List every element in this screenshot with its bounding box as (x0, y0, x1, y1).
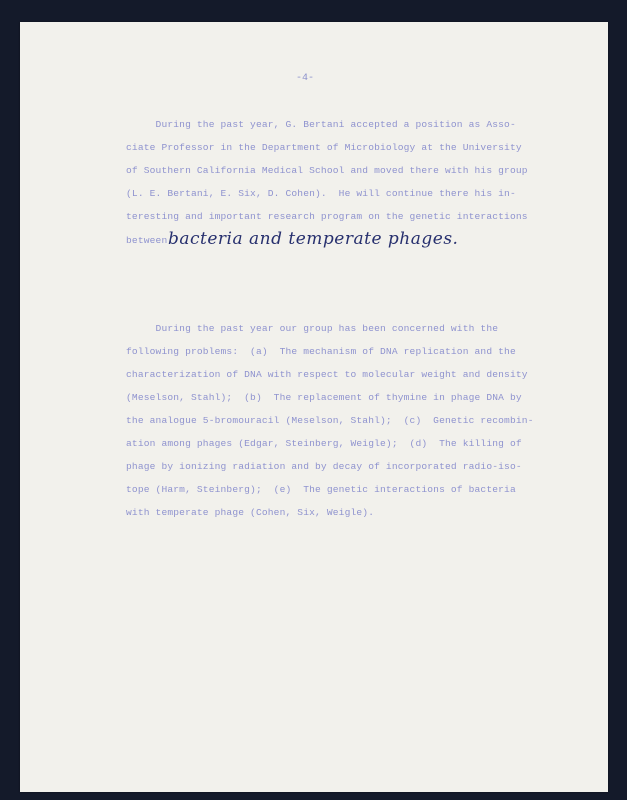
paragraph-line: During the past year our group has been concerned with the (126, 323, 499, 334)
page-number: -4- (296, 73, 315, 84)
paragraph-line: ciate Professor in the Department of Microbiology at the University (126, 142, 522, 153)
paragraph-line: teresting and important research program on the genetic interactions (126, 211, 528, 222)
paragraph-line: ation among phages (Edgar, Steinberg, Weigle); (d) The killing of (126, 438, 522, 449)
paragraph-line: During the past year, G. Bertani accepted a position as Asso- (126, 119, 516, 130)
paragraph-line: with temperate phage (Cohen, Six, Weigle). (126, 507, 375, 518)
paragraph-line: tope (Harm, Steinberg); (e) The genetic interactions of bacteria (126, 484, 516, 495)
document-page (20, 22, 608, 792)
paragraph-line: (Meselson, Stahl); (b) The replacement of thymine in phage DNA by (126, 392, 522, 403)
paragraph-line: following problems: (a) The mechanism of DNA replication and the (126, 346, 516, 357)
paragraph-line: (L. E. Bertani, E. Six, D. Cohen). He will continue there his in- (126, 188, 516, 199)
handwritten-annotation: bacteria and temperate phages. (168, 229, 459, 249)
paragraph-line: of Southern California Medical School and moved there with his group (126, 165, 528, 176)
paragraph-line: between (126, 235, 168, 246)
paragraph-line: characterization of DNA with respect to molecular weight and density (126, 369, 528, 380)
paragraph-line: the analogue 5-bromouracil (Meselson, Stahl); (c) Genetic recombin- (126, 415, 534, 426)
paragraph-line: phage by ionizing radiation and by decay of incorporated radio-iso- (126, 461, 522, 472)
